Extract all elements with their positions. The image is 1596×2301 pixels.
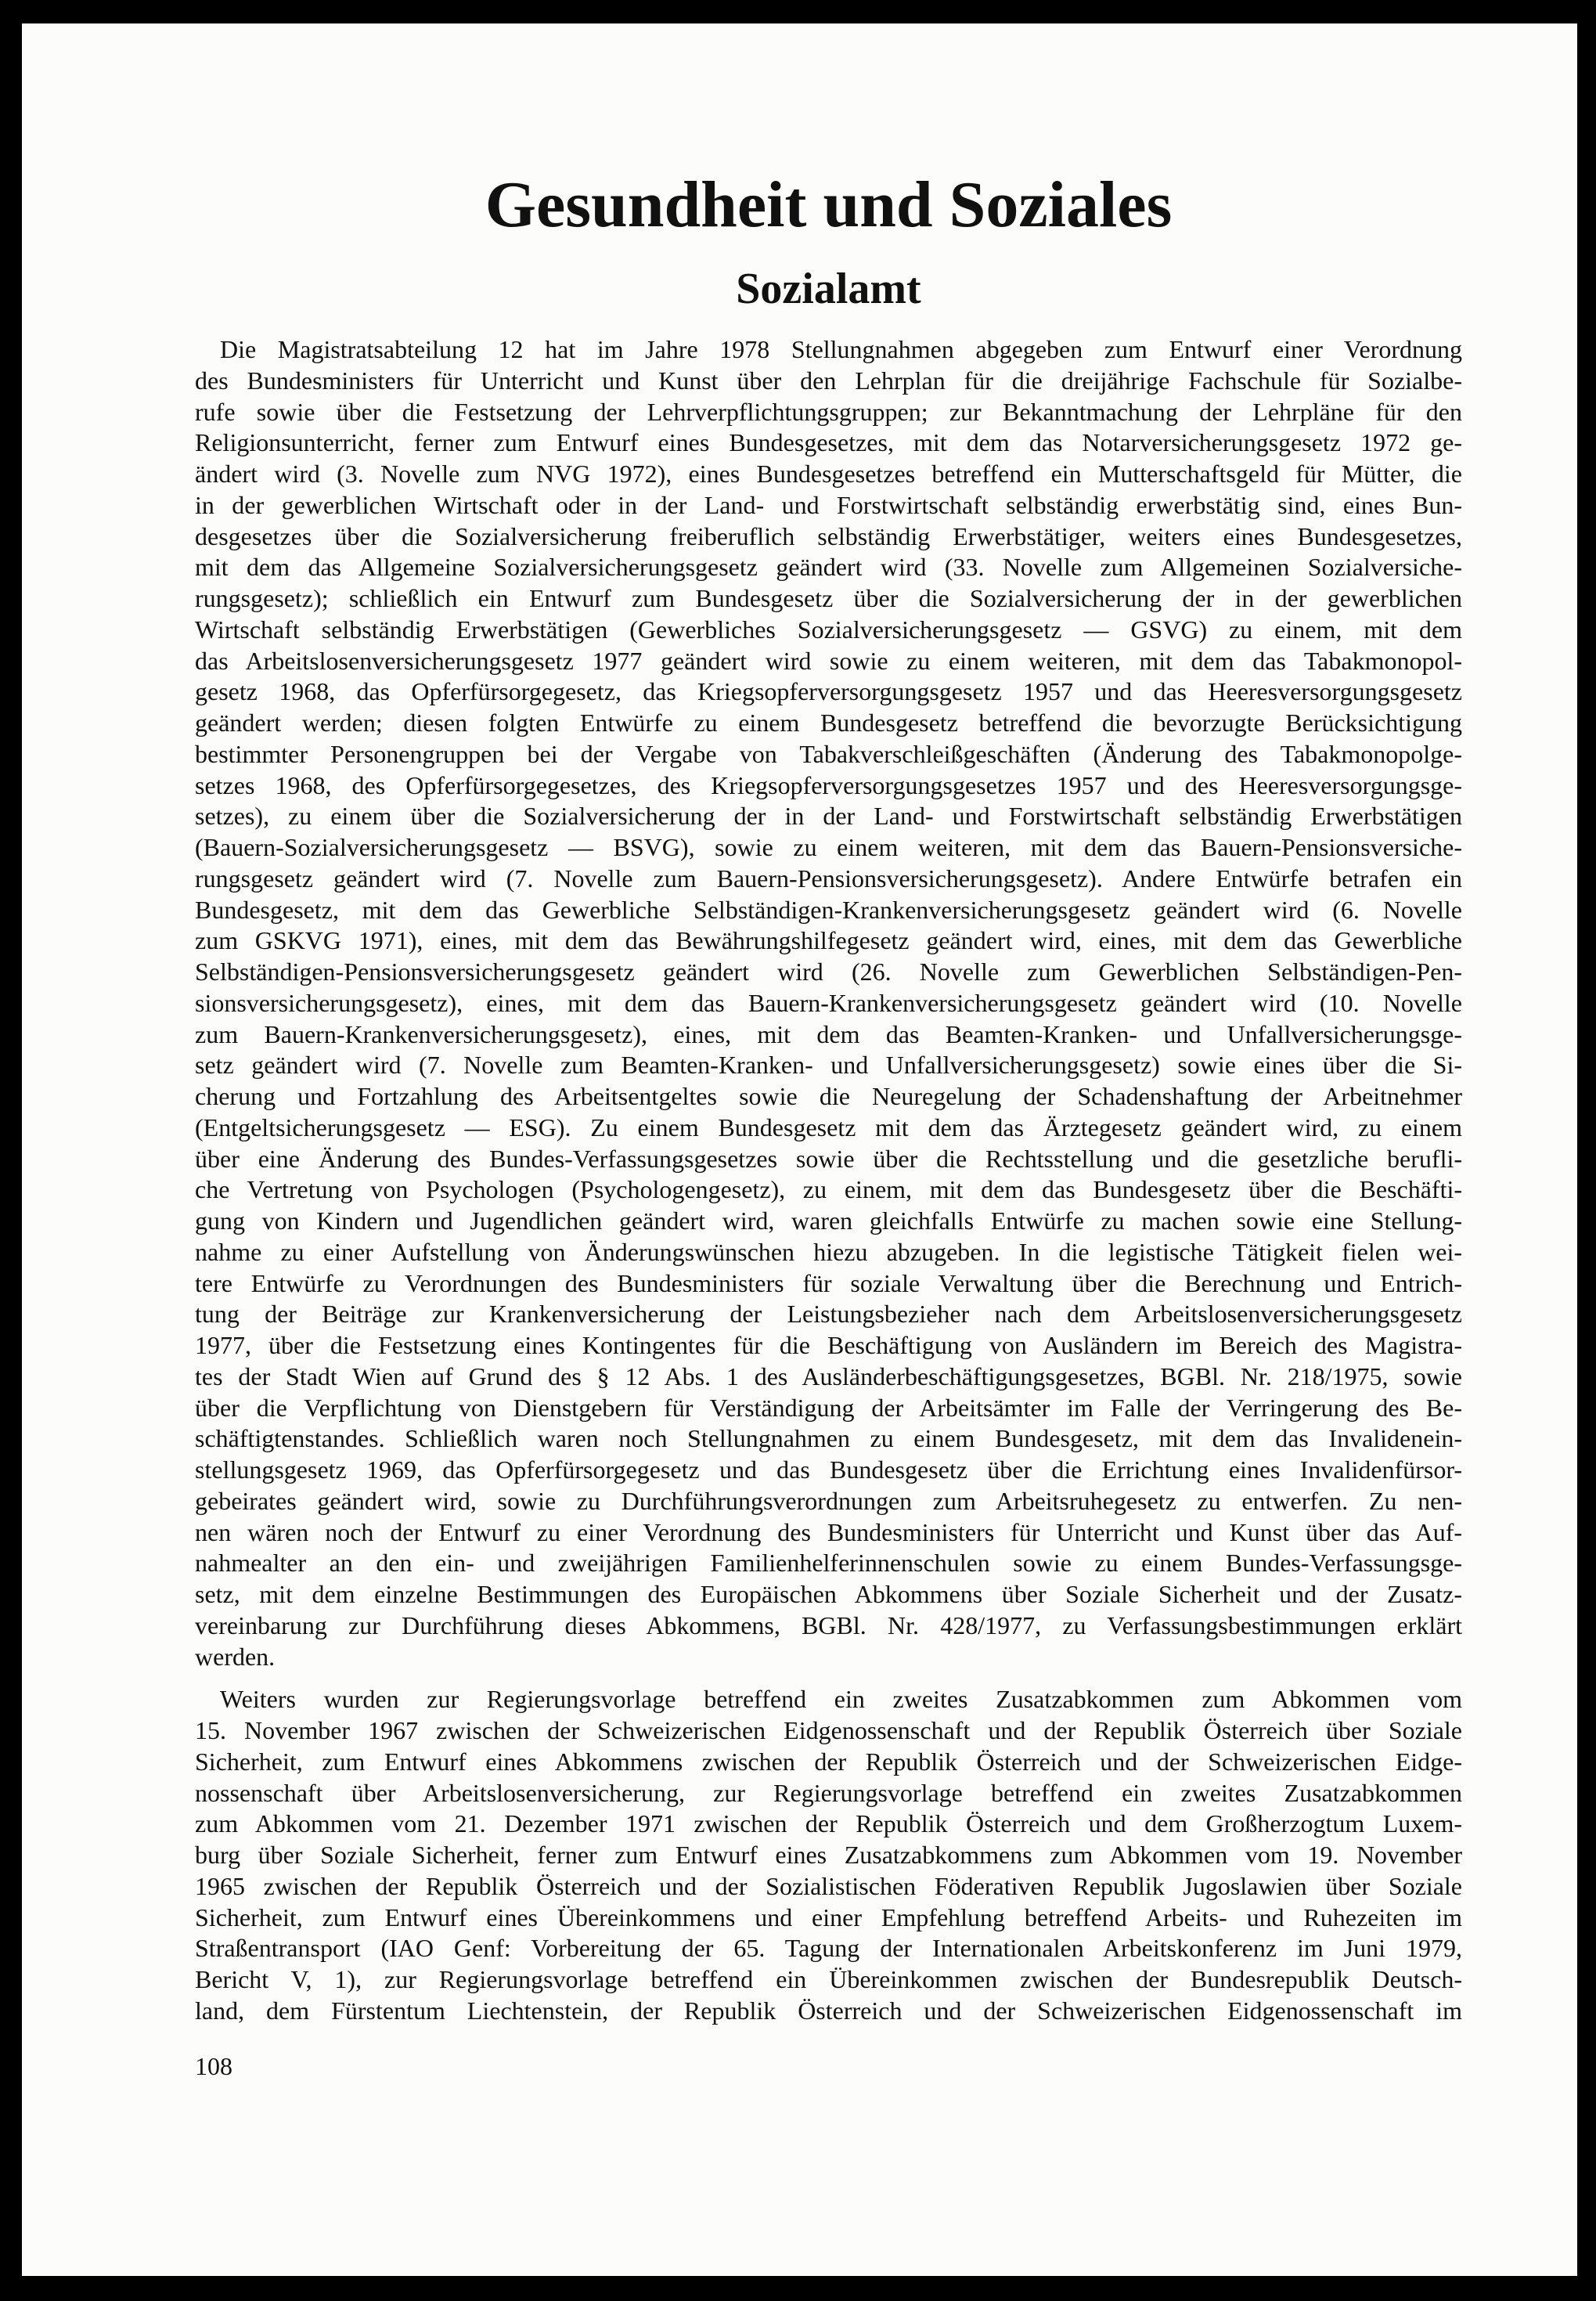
text-line: Die Magistratsabteilung 12 hat im Jahre 1978 Stellungnahmen abgegeben zum Entwurf einer Verordnung [220,335,1462,363]
paragraph [195,334,1462,1672]
text-line: mit dem das Allgemeine Sozialversicherungsgesetz geändert wird (33. Novelle zum Allgemeinen Sozialversiche- [195,553,1462,582]
text-line: gesetz 1968, das Opferfürsorgegesetz, das Kriegsopferversorgungsgesetz 1957 und das Heeresversorgungsgesetz [195,677,1462,706]
text-line: nossenschaft über Arbeitslosenversicherung, zur Regierungsvorlage betreffend ein zweites Zusatzabkommen [195,1778,1462,1807]
text-line: zum Bauern-Krankenversicherungsgesetz), eines, mit dem das Beamten-Kranken- und Unfallversicherungsge- [195,1019,1462,1048]
text-line: des Bundesministers für Unterricht und Kunst über den Lehrplan für die dreijährige Fachschule für Sozialbe- [195,366,1462,395]
text-line: tung der Beiträge zur Krankenversicherung der Leistungsbezieher nach dem Arbeitslosenversicherungsgesetz [195,1300,1462,1329]
text-line: burg über Soziale Sicherheit, ferner zum Entwurf eines Zusatzabkommens zum Abkommen vom 19. November [195,1841,1462,1869]
text-line: 15. November 1967 zwischen der Schweizerischen Eidgenossenschaft und der Republik Österreich über Soziale [195,1716,1462,1744]
text-line: bestimmter Personengruppen bei der Vergabe von Tabakverschleißgeschäften (Änderung des Tabakmonopolge- [195,739,1462,768]
text-line: werden. [195,1642,276,1671]
text-line: zum GSKVG 1971), eines, mit dem das Bewährungshilfegesetz geändert wird, eines, mit dem das Gewerbliche [195,926,1462,955]
text-line: schäftigtenstandes. Schließlich waren noch Stellungnahmen zu einem Bundesgesetz, mit dem das Invalidenein- [195,1424,1462,1453]
text-line: land, dem Fürstentum Liechtenstein, der Republik Österreich und der Schweizerischen Eidgenossenschaft im [195,1996,1462,2025]
page-number: 108 [195,2052,232,2080]
text-line: cherung und Fortzahlung des Arbeitsentgeltes sowie die Neuregelung der Schadenshaftung der Arbeitnehmer [195,1082,1462,1110]
text-line: rungsgesetz geändert wird (7. Novelle zum Bauern-Pensionsversicherungsgesetz). Andere Entwürfe betrafen ein [195,864,1462,893]
text-line: nahme zu einer Aufstellung von Änderungswünschen hiezu abzugeben. In die legistische Tätigkeit fielen wei- [195,1237,1462,1266]
text-line: Sicherheit, zum Entwurf eines Abkommens zwischen der Republik Österreich und der Schweizerischen Eidge- [195,1747,1462,1776]
text-line: Straßentransport (IAO Genf: Vorbereitung der 65. Tagung der Internationalen Arbeitskonferenz im Juni 1979, [195,1934,1462,1963]
text-line: nen wären noch der Entwurf zu einer Verordnung des Bundesministers für Unterricht und Kunst über das Auf- [195,1517,1462,1546]
text-line: gung von Kindern und Jugendlichen geändert wird, waren gleichfalls Entwürfe zu machen sowie eine Stellung- [195,1206,1462,1235]
text-line: ändert wird (3. Novelle zum NVG 1972), eines Bundesgesetzes betreffend ein Mutterschaftsgeld für Mütter, die [195,460,1462,488]
text-line: setzes), zu einem über die Sozialversicherung der in der Land- und Forstwirtschaft selbständig Erwerbstätigen [195,802,1462,831]
text-line: setz, mit dem einzelne Bestimmungen des Europäischen Abkommens über Soziale Sicherheit und der Zusatz- [195,1580,1462,1608]
text-line: gebeirates geändert wird, sowie zu Durchführungsverordnungen zum Arbeitsruhegesetz zu entwerfen. Zu nen- [195,1486,1462,1515]
text-line: rungsgesetz); schließlich ein Entwurf zum Bundesgesetz über die Sozialversicherung der in der gewerblichen [195,584,1462,612]
text-line: 1965 zwischen der Republik Österreich und der Sozialistischen Föderativen Republik Jugoslawien über Soziale [195,1871,1462,1900]
text-line: zum Abkommen vom 21. Dezember 1971 zwischen der Republik Österreich und dem Großherzogtum Luxem- [195,1809,1462,1838]
text-line: Religionsunterricht, ferner zum Entwurf eines Bundesgesetzes, mit dem das Notarversicherungsgesetz 1972 ge- [195,428,1462,457]
text-line: vereinbarung zur Durchführung dieses Abkommens, BGBl. Nr. 428/1977, zu Verfassungsbestimmungen erklärt [195,1610,1462,1639]
text-line: über eine Änderung des Bundes-Verfassungsgesetzes sowie über die Rechtsstellung und die gesetzliche berufli- [195,1144,1462,1173]
text-line: tes der Stadt Wien auf Grund des § 12 Abs. 1 des Ausländerbeschäftigungsgesetzes, BGBl. Nr. 218/1975, sowie [195,1361,1462,1390]
text-line: tere Entwürfe zu Verordnungen des Bundesministers für soziale Verwaltung über die Berechnung und Entrich- [195,1268,1462,1297]
text-line: Wirtschaft selbständig Erwerbstätigen (Gewerbliches Sozialversicherungsgesetz — GSVG) zu einem, mit dem [195,615,1462,644]
text-line: Selbständigen-Pensionsversicherungsgesetz geändert wird (26. Novelle zum Gewerblichen Selbständigen-Pen- [195,958,1462,986]
page-title: Gesundheit und Soziales [485,168,1173,241]
text-line: setz geändert wird (7. Novelle zum Beamten-Kranken- und Unfallversicherungsgesetz) sowie eines über die Si- [195,1051,1462,1080]
text-line: (Entgeltsicherungsgesetz — ESG). Zu einem Bundesgesetz mit dem das Ärztegesetz geändert wird, zu einem [195,1113,1462,1141]
text-line: Bericht V, 1), zur Regierungsvorlage betreffend ein Übereinkommen zwischen der Bundesrepublik Deutsch- [195,1965,1462,1993]
text-line: Weiters wurden zur Regierungsvorlage betreffend ein zweites Zusatzabkommen zum Abkommen vom [220,1685,1462,1714]
text-line: Bundesgesetz, mit dem das Gewerbliche Selbständigen-Krankenversicherungsgesetz geändert wird (6. Novelle [195,895,1462,924]
text-line: stellungsgesetz 1969, das Opferfürsorgegesetz und das Bundesgesetz über die Errichtung eines Invalidenfürsor- [195,1455,1462,1484]
text-line: rufe sowie über die Festsetzung der Lehrverpflichtungsgruppen; zur Bekanntmachung der Lehrpläne für den [195,397,1462,426]
text-line: 1977, über die Festsetzung eines Kontingentes für die Beschäftigung von Ausländern im Bereich des Magistra- [195,1331,1462,1359]
text-line: (Bauern-Sozialversicherungsgesetz — BSVG), sowie zu einem weiteren, mit dem das Bauern-Pensionsversiche- [195,833,1462,861]
text-line: das Arbeitslosenversicherungsgesetz 1977 geändert wird sowie zu einem weiteren, mit dem das Tabakmonopol- [195,646,1462,675]
text-line: Sicherheit, zum Entwurf eines Übereinkommens und einer Empfehlung betreffend Arbeits- und Ruhezeiten im [195,1902,1462,1931]
text-line: sionsversicherungsgesetz), eines, mit dem das Bauern-Krankenversicherungsgesetz geändert wird (10. Novelle [195,988,1462,1017]
text-line: in der gewerblichen Wirtschaft oder in der Land- und Forstwirtschaft selbständig erwerbstätig sind, eines Bun- [195,490,1462,519]
text-line: über die Verpflichtung von Dienstgebern für Verständigung der Arbeitsämter im Falle der Verringerung des Be- [195,1393,1462,1422]
text-line: nahmealter an den ein- und zweijährigen Familienhelferinnenschulen sowie zu einem Bundes-Verfassungsge- [195,1549,1462,1578]
body-text [195,334,1462,2027]
text-line: che Vertretung von Psychologen (Psychologengesetz), zu einem, mit dem das Bundesgesetz über die Beschäfti- [195,1175,1462,1204]
section-heading: Sozialamt [736,265,921,313]
text-line: setzes 1968, des Opferfürsorgegesetzes, des Kriegsopferversorgungsgesetzes 1957 und des Heeresversorgungsge- [195,770,1462,799]
text-line: geändert werden; diesen folgten Entwürfe zu einem Bundesgesetz betreffend die bevorzugte Berücksichtigung [195,709,1462,737]
paragraph [195,1684,1462,2026]
text-line: desgesetzes über die Sozialversicherung freiberuflich selbständig Erwerbstätiger, weiters eines Bundesgesetzes, [195,521,1462,550]
